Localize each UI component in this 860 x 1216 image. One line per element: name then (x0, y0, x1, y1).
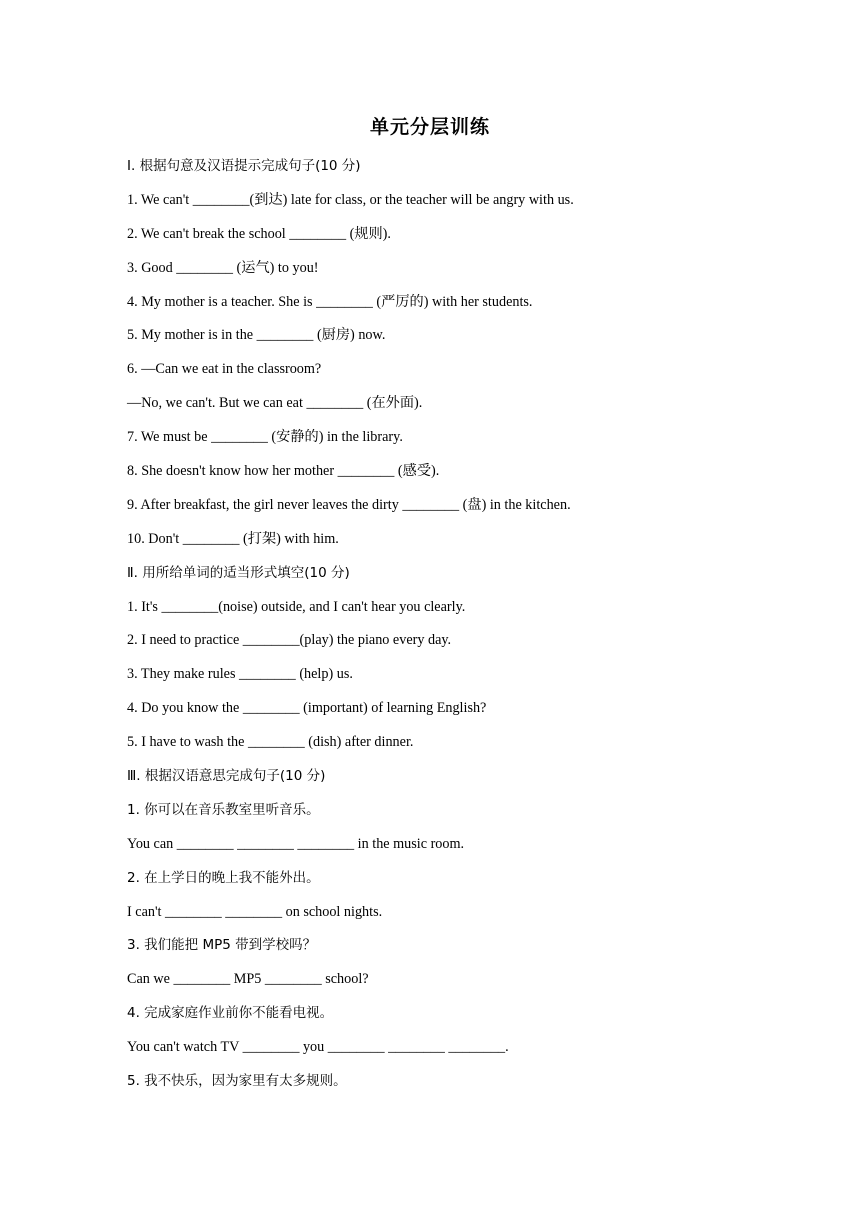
worksheet-content (127, 152, 747, 1101)
exercise-line: Can we ________ MP5 ________ school? (127, 971, 369, 988)
exercise-line: 6. —Can we eat in the classroom? (127, 361, 322, 378)
chinese-prompt: 1. 你可以在音乐教室里听音乐。 (127, 801, 320, 818)
exercise-line: 2. I need to practice ________(play) the piano every day. (127, 632, 452, 649)
exercise-line: 4. My mother is a teacher. She is ________ (严厉的) with her students. (127, 293, 533, 310)
exercise-line: 2. We can't break the school ________ (规则). (127, 225, 391, 242)
section-1-heading: Ⅰ. 根据句意及汉语提示完成句子(10 分) (127, 158, 361, 174)
chinese-prompt: 2. 在上学日的晚上我不能外出。 (127, 869, 320, 886)
exercise-line: I can't ________ ________ on school nights. (127, 903, 383, 920)
exercise-line: 4. Do you know the ________ (important) of learning English? (127, 700, 487, 717)
exercise-line: 1. It's ________(noise) outside, and I can't hear you clearly. (127, 598, 466, 615)
exercise-line: —No, we can't. But we can eat ________ (在外面). (127, 395, 423, 412)
exercise-line: 1. We can't ________(到达) late for class, or the teacher will be angry with us. (127, 191, 574, 208)
exercise-line: 9. After breakfast, the girl never leaves the dirty ________ (盘) in the kitchen. (127, 496, 571, 513)
exercise-line: 3. Good ________ (运气) to you! (127, 259, 319, 276)
section-3-heading: Ⅲ. 根据汉语意思完成句子(10 分) (127, 768, 326, 785)
chinese-prompt: 3. 我们能把 MP5 带到学校吗？ (127, 937, 317, 954)
exercise-line: 8. She doesn't know how her mother ________ (感受). (127, 463, 440, 480)
worksheet-title: 单元分层训练 (369, 116, 490, 138)
exercise-line: You can ________ ________ ________ in the music room. (127, 835, 465, 852)
exercise-line: 5. My mother is in the ________ (厨房) now. (127, 327, 386, 344)
exercise-line: You can't watch TV ________ you ________ ________ ________. (127, 1039, 509, 1056)
chinese-prompt: 4. 完成家庭作业前你不能看电视。 (127, 1005, 334, 1022)
section-2-heading: Ⅱ. 用所给单词的适当形式填空(10 分) (127, 564, 350, 581)
chinese-prompt: 5. 我不快乐，因为家里有太多规则。 (127, 1073, 347, 1090)
exercise-line: 7. We must be ________ (安静的) in the library. (127, 429, 403, 446)
exercise-line: 3. They make rules ________ (help) us. (127, 666, 353, 683)
exercise-line: 5. I have to wash the ________ (dish) after dinner. (127, 734, 414, 751)
exercise-line: 10. Don't ________ (打架) with him. (127, 530, 339, 547)
